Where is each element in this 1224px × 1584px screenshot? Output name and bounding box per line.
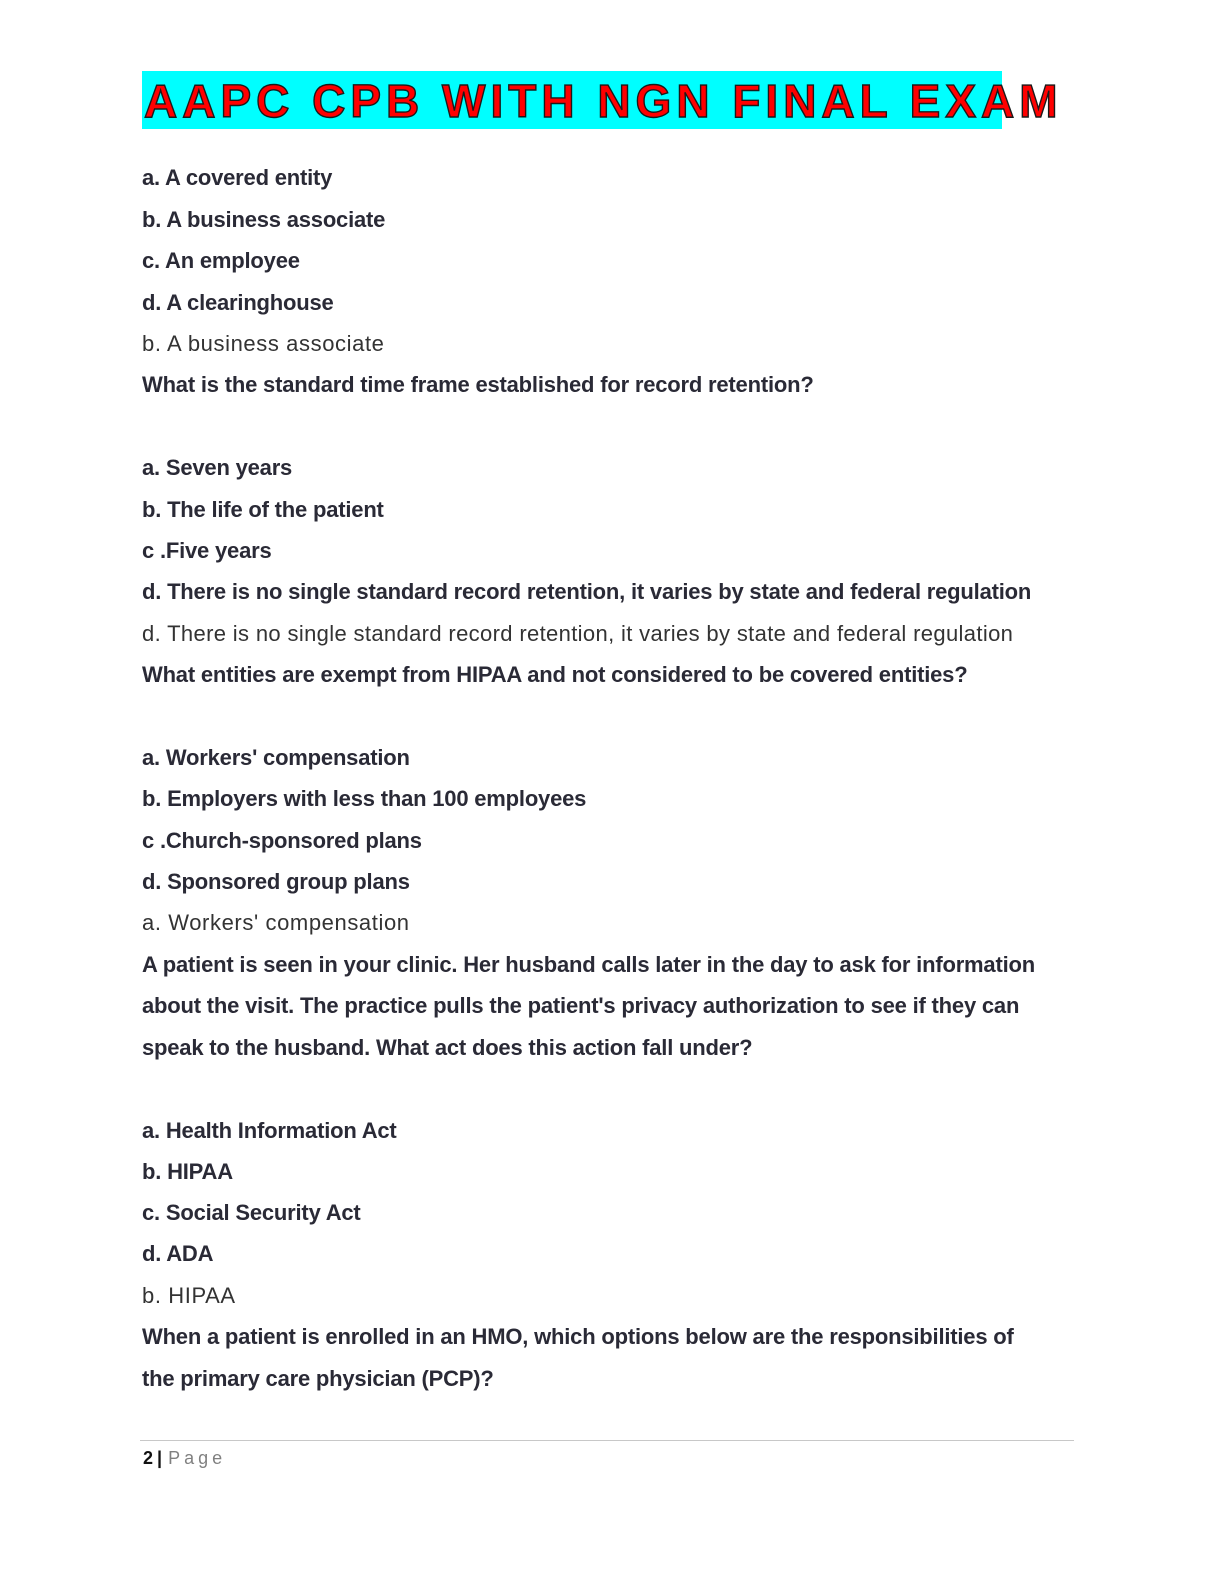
document-title: AAPC CPB WITH NGN FINAL EXAM	[144, 75, 1063, 127]
page-word: Page	[168, 1448, 227, 1468]
option-line: b. A business associate	[142, 207, 386, 232]
answer-line: b. A business associate	[142, 331, 385, 356]
page-footer	[143, 1445, 226, 1471]
answer-line: d. There is no single standard record retention, it varies by state and federal regulation	[142, 621, 1014, 646]
option-line: a. Workers' compensation	[142, 745, 410, 770]
question-line: A patient is seen in your clinic. Her husband calls later in the day to ask for information	[142, 952, 1035, 977]
footer-divider	[140, 1440, 1074, 1441]
option-line: c .Five years	[142, 538, 272, 563]
question-line: about the visit. The practice pulls the patient's privacy authorization to see if they can	[142, 993, 1020, 1018]
answer-line: b. HIPAA	[142, 1283, 236, 1308]
page-number: 2	[143, 1448, 154, 1468]
option-line: d. There is no single standard record retention, it varies by state and federal regulation	[142, 579, 1032, 604]
option-line: c. An employee	[142, 248, 300, 273]
question-line: the primary care physician (PCP)?	[142, 1366, 494, 1391]
question-line: What is the standard time frame established for record retention?	[142, 372, 814, 397]
option-line: c .Church-sponsored plans	[142, 828, 422, 853]
option-line: b. HIPAA	[142, 1159, 233, 1184]
answer-line: a. Workers' compensation	[142, 910, 410, 935]
option-line: a. Seven years	[142, 455, 293, 480]
option-line: b. The life of the patient	[142, 497, 384, 522]
option-line: c. Social Security Act	[142, 1200, 361, 1225]
option-line: d. Sponsored group plans	[142, 869, 410, 894]
question-line: speak to the husband. What act does this action fall under?	[142, 1035, 753, 1060]
question-line: What entities are exempt from HIPAA and not considered to be covered entities?	[142, 662, 968, 687]
option-line: a. Health Information Act	[142, 1118, 397, 1143]
footer-separator: |	[157, 1448, 163, 1468]
option-line: a. A covered entity	[142, 165, 333, 190]
option-line: d. A clearinghouse	[142, 290, 334, 315]
option-line: b. Employers with less than 100 employees	[142, 786, 587, 811]
question-line: When a patient is enrolled in an HMO, which options below are the responsibilities of	[142, 1324, 1014, 1349]
option-line: d. ADA	[142, 1241, 214, 1266]
